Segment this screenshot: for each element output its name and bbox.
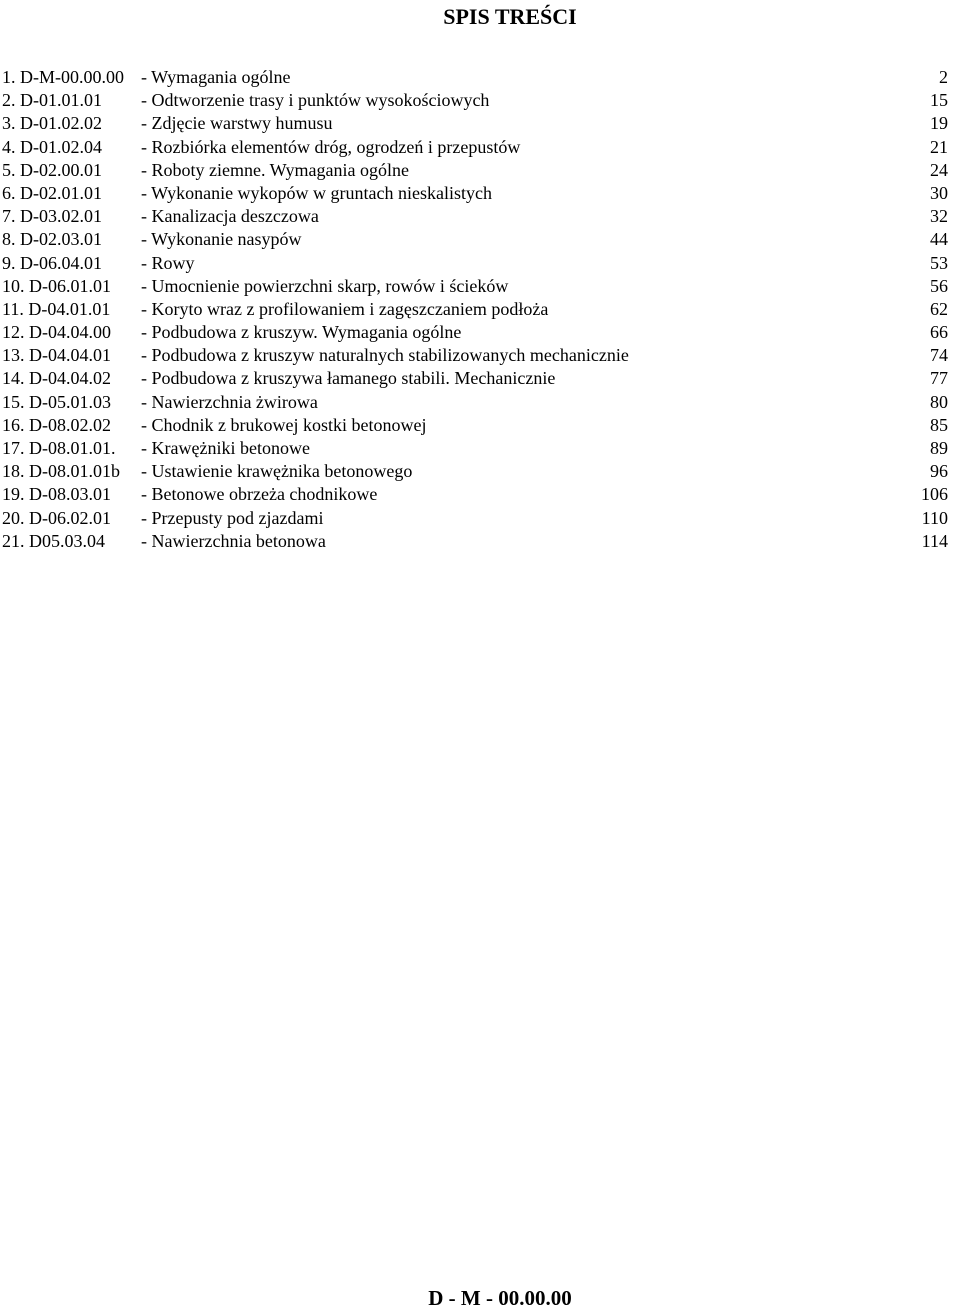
toc-entry-code: 17. D-08.01.01. [2, 438, 116, 458]
toc-entry-title: - Zdjęcie warstwy humusu [141, 113, 333, 134]
toc-entry-page: 110 [921, 507, 948, 528]
toc-entry [0, 182, 960, 205]
toc-entry-page: 30 [930, 182, 948, 203]
toc-entry [0, 252, 960, 275]
toc-entry [0, 66, 960, 89]
toc-entry-code: 14. D-04.04.02 [2, 368, 111, 389]
toc-entry-page: 89 [930, 438, 948, 458]
toc-entry-page: 24 [930, 159, 948, 180]
toc-entry-code: 4. D-01.02.04 [2, 136, 102, 157]
toc-entry-code: 20. D-06.02.01 [2, 507, 111, 528]
toc-entry-page: 21 [930, 136, 948, 157]
toc-entry [0, 136, 960, 159]
toc-entry-page: 66 [930, 322, 948, 343]
toc-entry-code: 15. D-05.01.03 [2, 391, 111, 412]
toc-entry-title: - Kanalizacja deszczowa [141, 206, 319, 227]
toc-entry-code: 6. D-02.01.01 [2, 182, 102, 203]
toc-entry [0, 228, 960, 251]
toc-entry-title: - Umocnienie powierzchni skarp, rowów i ścieków [141, 275, 509, 296]
toc-entry-code: 11. D-04.01.01 [2, 298, 111, 319]
toc-entry [0, 344, 960, 367]
toc-entry [0, 391, 960, 414]
toc-entry-page: 74 [930, 345, 948, 366]
toc-entry-code: 13. D-04.04.01 [2, 345, 111, 366]
toc-entry-page: 80 [930, 391, 948, 412]
toc-entry-code: 3. D-01.02.02 [2, 113, 102, 134]
toc-entry-page: 77 [930, 368, 948, 389]
toc-entry-title: - Wykonanie nasypów [141, 229, 302, 250]
toc-entry-title: - Rowy [141, 252, 195, 273]
toc-entry [0, 112, 960, 135]
toc-entry-page: 44 [930, 229, 948, 250]
toc-entry [0, 460, 960, 483]
toc-entry-code: 16. D-08.02.02 [2, 414, 111, 435]
toc-entry-page: 15 [930, 90, 948, 111]
toc-entry [0, 414, 960, 437]
toc-entry-title: - Wymagania ogólne [141, 67, 291, 87]
toc-entry-code: 8. D-02.03.01 [2, 229, 102, 250]
toc-entry [0, 298, 960, 321]
table-of-contents [0, 66, 960, 553]
toc-entry-title: - Chodnik z brukowej kostki betonowej [141, 414, 427, 435]
toc-entry-title: - Roboty ziemne. Wymagania ogólne [141, 159, 410, 180]
toc-entry-title: - Krawężniki betonowe [141, 438, 310, 458]
toc-entry-title: - Betonowe obrzeża chodnikowe [141, 484, 378, 505]
toc-entry-page: 106 [921, 484, 948, 505]
toc-entry [0, 321, 960, 344]
toc-entry-code: 9. D-06.04.01 [2, 252, 102, 273]
toc-entry-code: 5. D-02.00.01 [2, 159, 102, 180]
page-title: SPIS TREŚCI [443, 4, 577, 29]
toc-entry-title: - Podbudowa z kruszyw. Wymagania ogólne [141, 322, 462, 343]
toc-entry-title: - Podbudowa z kruszywa łamanego stabili. Mechanicznie [141, 368, 556, 389]
toc-entry-title: - Rozbiórka elementów dróg, ogrodzeń i przepustów [141, 136, 521, 157]
toc-entry-title: - Ustawienie krawężnika betonowego [141, 461, 413, 482]
toc-entry-page: 96 [930, 461, 948, 482]
toc-entry-title: - Odtworzenie trasy i punktów wysokościowych [141, 90, 490, 111]
toc-entry-title: - Koryto wraz z profilowaniem i zagęszczaniem podłoża [141, 298, 549, 319]
toc-entry-page: 2 [939, 67, 948, 87]
toc-entry [0, 89, 960, 112]
toc-entry [0, 483, 960, 506]
toc-entry [0, 507, 960, 530]
toc-entry-code: 10. D-06.01.01 [2, 275, 111, 296]
toc-entry-title: - Nawierzchnia betonowa [141, 530, 326, 551]
toc-entry-code: 12. D-04.04.00 [2, 322, 111, 343]
toc-entry-code: 1. D-M-00.00.00 [2, 67, 124, 87]
toc-entry-page: 85 [930, 414, 948, 435]
toc-entry-title: - Podbudowa z kruszyw naturalnych stabilizowanych mechanicznie [141, 345, 629, 366]
toc-entry [0, 530, 960, 553]
page-footer-code: D - M - 00.00.00 [428, 1286, 572, 1310]
toc-entry-page: 56 [930, 275, 948, 296]
toc-entry-code: 18. D-08.01.01b [2, 461, 120, 482]
toc-entry-code: 7. D-03.02.01 [2, 206, 102, 227]
toc-entry-code: 2. D-01.01.01 [2, 90, 102, 111]
toc-entry-code: 19. D-08.03.01 [2, 484, 111, 505]
toc-entry-code: 21. D05.03.04 [2, 530, 105, 551]
toc-entry-page: 19 [930, 113, 948, 134]
toc-entry [0, 437, 960, 460]
toc-entry [0, 275, 960, 298]
toc-entry [0, 205, 960, 228]
toc-entry-page: 53 [930, 252, 948, 273]
toc-entry-page: 32 [930, 206, 948, 227]
toc-entry [0, 159, 960, 182]
toc-entry-page: 62 [930, 298, 948, 319]
toc-entry-title: - Wykonanie wykopów w gruntach nieskalistych [141, 182, 493, 203]
toc-entry-title: - Przepusty pod zjazdami [141, 507, 324, 528]
toc-entry [0, 367, 960, 390]
toc-entry-title: - Nawierzchnia żwirowa [141, 391, 318, 412]
toc-entry-page: 114 [921, 530, 948, 551]
